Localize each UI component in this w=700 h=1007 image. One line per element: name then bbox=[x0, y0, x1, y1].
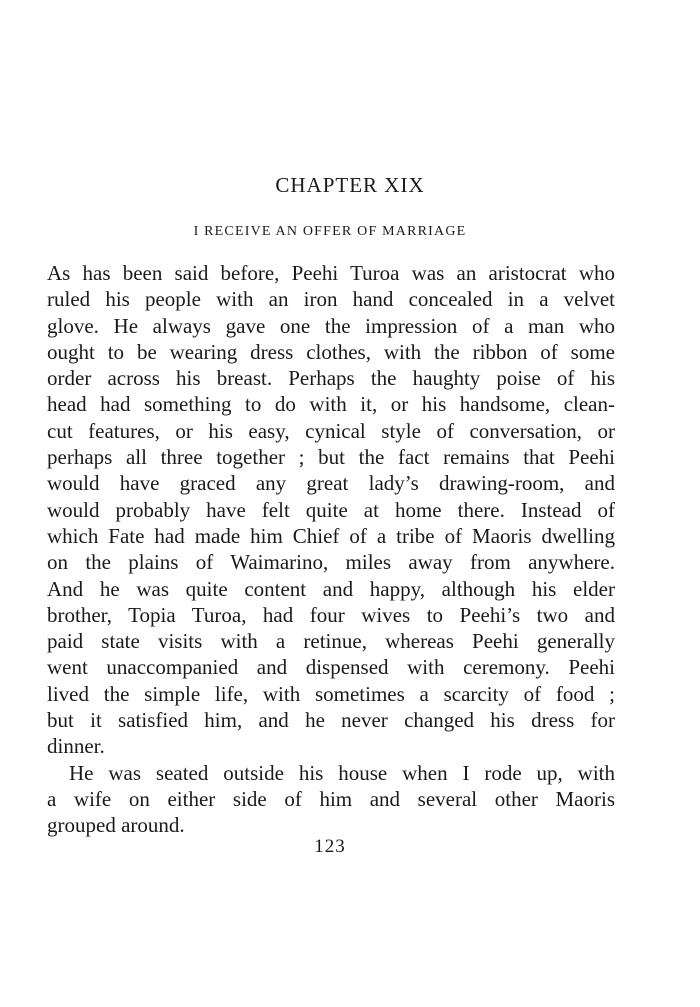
chapter-title: CHAPTER XIX bbox=[275, 173, 425, 197]
text-line: perhaps all three together ; but the fact remains that Peehi bbox=[47, 445, 615, 470]
text-line: glove. He always gave one the impression of a man who bbox=[47, 313, 615, 338]
chapter-subtitle: I RECEIVE AN OFFER OF MARRIAGE bbox=[193, 224, 467, 239]
text-line: order across his breast. Perhaps the haughty poise of his bbox=[47, 366, 615, 391]
text-line: He was seated outside his house when I rode up, with bbox=[69, 760, 615, 785]
body-text bbox=[47, 260, 615, 839]
text-line: head had something to do with it, or his handsome, clean- bbox=[47, 392, 615, 417]
text-line: As has been said before, Peehi Turoa was an aristocrat who bbox=[47, 261, 615, 285]
page-number: 123 bbox=[314, 836, 346, 857]
text-line: And he was quite content and happy, although his elder bbox=[47, 576, 615, 601]
text-line: would have graced any great lady’s drawing-room, and bbox=[47, 471, 615, 496]
text-line: ought to be wearing dress clothes, with the ribbon of some bbox=[47, 339, 615, 364]
text-line: would probably have felt quite at home there. Instead of bbox=[47, 497, 615, 522]
text-line: a wife on either side of him and several other Maoris bbox=[47, 786, 615, 811]
text-line: cut features, or his easy, cynical style of conversation, or bbox=[47, 418, 615, 443]
text-line: but it satisfied him, and he never changed his dress for bbox=[47, 708, 615, 733]
text-line: on the plains of Waimarino, miles away from anywhere. bbox=[47, 550, 615, 575]
text-line: brother, Topia Turoa, had four wives to Peehi’s two and bbox=[47, 602, 615, 627]
text-line: lived the simple life, with sometimes a scarcity of food ; bbox=[47, 681, 615, 706]
text-line: which Fate had made him Chief of a tribe of Maoris dwelling bbox=[47, 523, 615, 548]
text-line: paid state visits with a retinue, whereas Peehi generally bbox=[47, 629, 615, 654]
text-line: grouped around. bbox=[47, 813, 185, 838]
text-line: dinner. bbox=[47, 734, 105, 759]
text-line: ruled his people with an iron hand concealed in a velvet bbox=[47, 287, 615, 312]
text-line: went unaccompanied and dispensed with ceremony. Peehi bbox=[47, 655, 615, 680]
